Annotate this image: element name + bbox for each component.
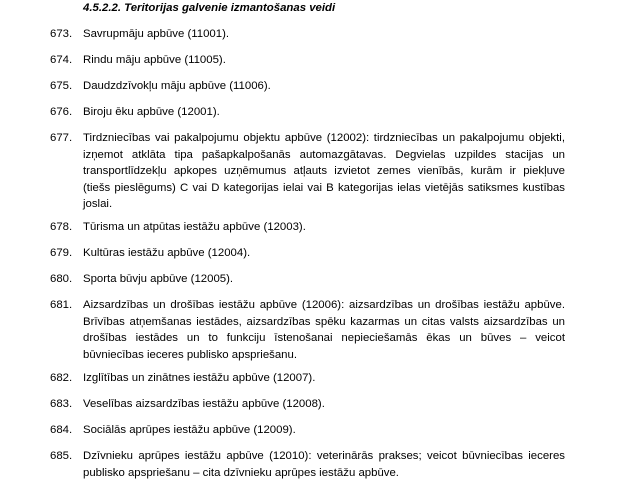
item-number: 677. bbox=[50, 132, 73, 144]
item-text-line: Izglītības un zinātnes iestāžu apbūve (12007). bbox=[83, 372, 316, 384]
item-text bbox=[83, 245, 565, 262]
item-text-line: Daudzdzīvokļu māju apbūve (11006). bbox=[83, 80, 271, 92]
item-text bbox=[83, 271, 565, 288]
item-text-line: Kultūras iestāžu apbūve (12004). bbox=[83, 247, 251, 259]
item-text-line: būvniecības ieceres publisko apspriešanu. bbox=[83, 348, 298, 361]
item-text bbox=[83, 448, 565, 481]
item-text-line: Biroju ēku apbūve (12001). bbox=[83, 106, 220, 118]
item-text bbox=[83, 104, 565, 121]
item-number: 684. bbox=[50, 424, 73, 436]
item-text-line: Aizsardzības un drošības iestāžu apbūve (12006): aizsardzības un drošības iestāžu apbūve. bbox=[83, 299, 565, 311]
item-text-line: izņemot atklāta tipa pašapkalpošanās automazgātavas. Degvielas uzpildes stacijas un bbox=[83, 148, 565, 161]
item-number: 682. bbox=[50, 372, 73, 384]
item-number: 681. bbox=[50, 299, 73, 311]
item-number: 678. bbox=[50, 221, 73, 233]
item-text bbox=[83, 78, 565, 95]
item-number: 674. bbox=[50, 54, 73, 66]
item-text-line: Savrupmāju apbūve (11001). bbox=[83, 28, 230, 40]
item-text-line: Sporta būvju apbūve (12005). bbox=[83, 273, 234, 285]
item-text-line: transportlīdzekļu apkopes uzņēmumus atļauts izvietot zemes vienībās, kurām ir piekļuve bbox=[83, 165, 565, 177]
item-number: 685. bbox=[50, 450, 73, 462]
item-text-line: publisko apspriešanu – cita dzīvnieku aprūpes iestāžu apbūve. bbox=[83, 466, 399, 479]
item-text-line: Tūrisma un atpūtas iestāžu apbūve (12003). bbox=[83, 221, 306, 233]
item-text-line: joslai. bbox=[83, 198, 113, 210]
item-text-line: Tirdzniecības vai pakalpojumu objektu apbūve (12002): tirdzniecības un pakalpojumu objekti, bbox=[83, 132, 565, 144]
item-number: 679. bbox=[50, 247, 73, 259]
item-number: 676. bbox=[50, 106, 73, 118]
item-text-line: Dzīvnieku aprūpes iestāžu apbūve (12010): veterinārās prakses; veicot būvniecības ieceres bbox=[83, 450, 565, 462]
section-heading: 4.5.2.2. Teritorijas galvenie izmantošanas veidi bbox=[83, 2, 336, 14]
item-number: 683. bbox=[50, 398, 73, 410]
item-text-line: Brīvības atņemšanas iestādes, aizsardzības spēku kazarmas un citas valsts aizsardzības un bbox=[83, 315, 565, 328]
item-number: 675. bbox=[50, 80, 73, 92]
item-text-line: Rindu māju apbūve (11005). bbox=[83, 54, 226, 66]
item-text-line: (tiešs pieslēgums) C vai D kategorijas ielai vai B kategorijas ielas vietējās satiksmes kustības bbox=[83, 181, 565, 194]
item-text bbox=[83, 130, 565, 213]
item-text bbox=[83, 52, 565, 69]
item-number: 680. bbox=[50, 273, 73, 285]
item-text-line: Sociālās aprūpes iestāžu apbūve (12009). bbox=[83, 424, 296, 436]
item-text bbox=[83, 297, 565, 363]
item-text bbox=[83, 422, 565, 439]
item-number: 673. bbox=[50, 28, 73, 40]
item-text-line: drošības iestādes un to funkciju īstenošanai nepieciešamās ēkas un būves – veicot bbox=[83, 332, 565, 344]
item-text bbox=[83, 370, 565, 387]
item-text-line: Veselības aizsardzības iestāžu apbūve (12008). bbox=[83, 398, 325, 410]
item-text bbox=[83, 396, 565, 413]
item-text bbox=[83, 26, 565, 43]
item-text bbox=[83, 219, 565, 236]
